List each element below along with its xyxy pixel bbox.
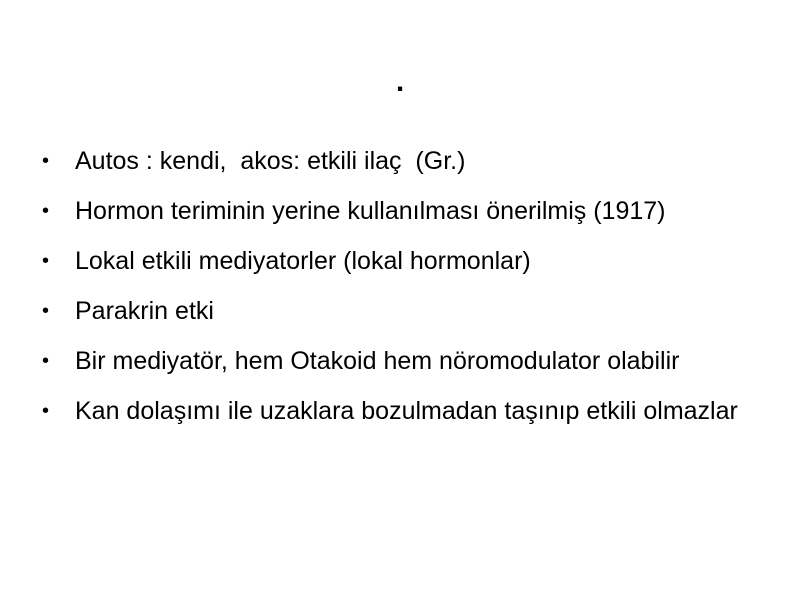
bullet-list bbox=[40, 144, 770, 444]
bullet-dot-icon: • bbox=[42, 300, 50, 322]
bullet-item-autos bbox=[40, 144, 770, 178]
bullet-text: Bir mediyatör, hem Otakoid hem nöromodulator olabilir bbox=[75, 347, 680, 375]
bullet-item-parakrin bbox=[40, 294, 770, 328]
slide-title bbox=[0, 62, 800, 102]
bullet-text: Hormon teriminin yerine kullanılması önerilmiş (1917) bbox=[75, 197, 666, 225]
bullet-text: Kan dolaşımı ile uzaklara bozulmadan taşınıp etkili olmazlar bbox=[75, 397, 738, 425]
bullet-text: Autos : kendi, akos: etkili ilaç (Gr.) bbox=[75, 147, 466, 175]
bullet-dot-icon: • bbox=[42, 150, 50, 172]
bullet-dot-icon: • bbox=[42, 400, 50, 422]
bullet-text: Parakrin etki bbox=[75, 297, 214, 325]
bullet-text: Lokal etkili mediyatorler (lokal hormonlar) bbox=[75, 247, 531, 275]
bullet-item-kan bbox=[40, 394, 770, 428]
bullet-dot-icon: • bbox=[42, 200, 50, 222]
bullet-item-mediyator bbox=[40, 344, 770, 378]
bullet-item-hormon bbox=[40, 194, 770, 228]
bullet-dot-icon: • bbox=[42, 250, 50, 272]
bullet-item-lokal bbox=[40, 244, 770, 278]
bullet-dot-icon: • bbox=[42, 350, 50, 372]
slide-title-text: . bbox=[395, 65, 405, 98]
